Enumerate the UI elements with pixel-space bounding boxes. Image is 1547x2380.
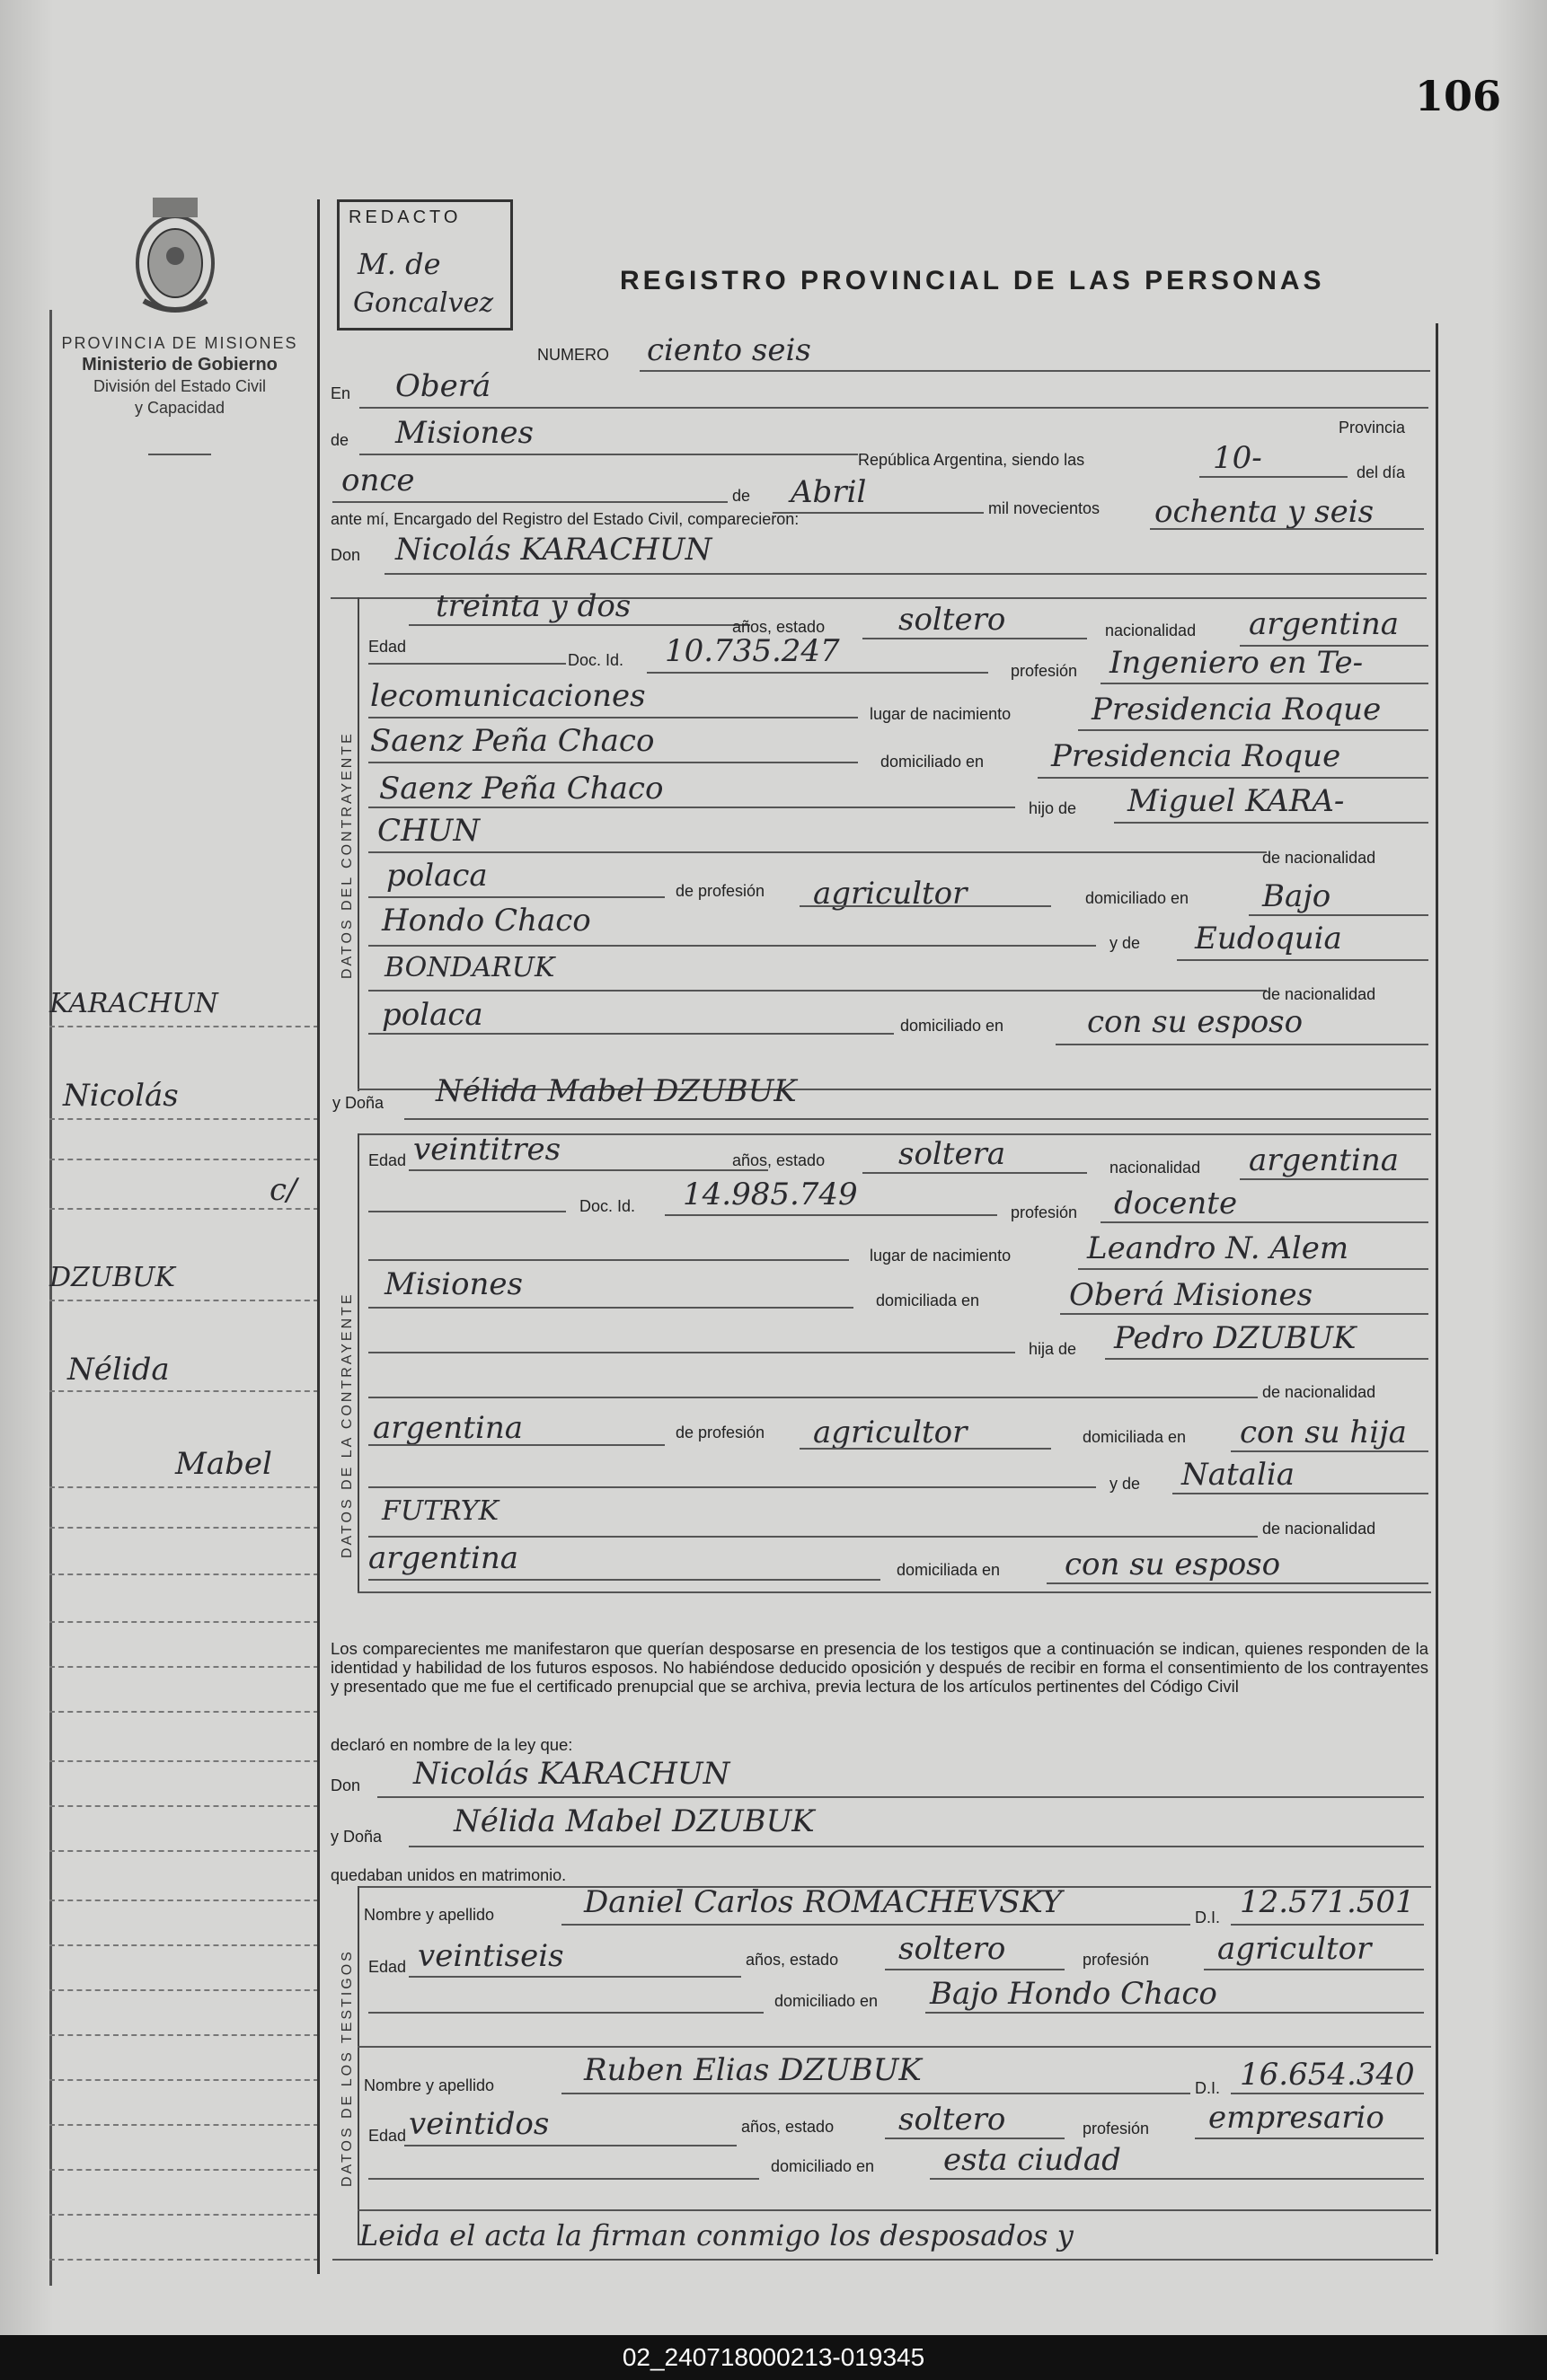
witness-section-label: DATOS DE LOS TESTIGOS [340,1949,355,2187]
bride-father-prof-label: de profesión [676,1424,765,1441]
redacto-name-2: Goncalvez [353,287,494,319]
bride-estado-label: años, estado [732,1151,826,1169]
bride-nacionalidad-label: nacionalidad [1109,1159,1201,1177]
ministry-label: Ministerio de Gobierno [82,355,278,375]
page-title: REGISTRO PROVINCIAL DE LAS PERSONAS [620,266,1325,295]
bride-mother-dom-label: domiciliada en [897,1561,1001,1579]
witness1-di-value: 12.571.501 [1240,1884,1415,1920]
witness2-age-value: veintidos [409,2106,550,2142]
groom-birthplace-cont: Saenz Peña Chaco [370,723,655,759]
bride-father-nat-label: de nacionalidad [1262,1383,1376,1401]
margin-surname-1: KARACHUN [49,988,218,1019]
groom-father-nat-value: polaca [386,858,488,894]
bride-estado-value: soltera [898,1136,1006,1172]
groom-estado-value: soltero [898,602,1006,638]
groom-father-cont: CHUN [377,813,481,849]
witness1-age-label: Edad [368,1958,407,1976]
bride-birthplace-value: Leandro N. Alem [1087,1230,1349,1266]
redacto-box [337,199,513,331]
groom-father-value: Miguel KARA- [1127,783,1345,819]
groom-domicile-value: Presidencia Roque [1051,738,1341,774]
witness1-name-value: Daniel Carlos ROMACHEVSKY [584,1884,1063,1920]
groom-age-value: treinta y dos [436,588,632,624]
groom-doc-value: 10.735.247 [665,633,840,669]
groom-mother-label: y de [1109,934,1141,952]
bride-doc-value: 14.985.749 [683,1177,858,1212]
witness1-domicile-label: domiciliado en [774,1992,879,2010]
bride-domicile-label: domiciliada en [876,1291,980,1309]
bride-father-prof-value: agricultor [813,1415,968,1450]
month-value: Abril [791,474,867,510]
division-label: División del Estado Civil [93,377,267,395]
bride-father-nat-value: argentina [373,1410,524,1446]
groom-father-dom-value: Bajo [1262,878,1331,914]
groom-profession-cont: lecomunicaciones [370,678,646,714]
hour-value: 10- [1213,440,1262,476]
witness1-domicile-value: Bajo Hondo Chaco [930,1976,1217,2012]
witness2-name-value: Ruben Elias DZUBUK [584,2052,922,2088]
groom-estado-label: años, estado [732,618,826,636]
witness2-name-label: Nombre y apellido [364,2076,495,2094]
groom-father-prof-value: agricultor [813,876,968,912]
numero-label: NUMERO [537,346,609,364]
bride-mother-dom-value: con su esposo [1065,1547,1281,1582]
groom-mother-dom-value: con su esposo [1087,1004,1304,1040]
de-label: de [331,431,349,449]
groom-nacionalidad-label: nacionalidad [1105,621,1197,639]
quedaban-label: quedaban unidos en matrimonio. [331,1866,567,1884]
witness1-estado-label: años, estado [746,1951,839,1969]
decl-don-label: Don [331,1776,361,1794]
groom-domicile-label: domiciliado en [880,753,985,771]
del-dia-label: del día [1357,463,1406,481]
image-id-footer: 02_240718000213-019345 [0,2335,1547,2380]
witness2-estado-label: años, estado [741,2118,835,2136]
bride-mother-surname: FUTRYK [382,1495,499,1527]
witness2-profession-label: profesión [1083,2120,1150,2138]
republica-label: República Argentina, siendo las [858,451,1085,469]
margin-name-1: Nicolás [63,1078,179,1114]
groom-profession-value: Ingeniero en Te- [1109,645,1364,681]
declare-label: declaró en nombre de la ley que: [331,1735,573,1754]
en-label: En [331,384,351,402]
page-number: 106 [1415,72,1502,120]
bride-birthplace-label: lugar de nacimiento [870,1247,1012,1265]
bride-father-label: hija de [1029,1340,1077,1358]
groom-mother-nat-label: de nacionalidad [1262,985,1376,1003]
groom-father-label: hijo de [1029,799,1077,817]
witness2-profession-value: empresario [1208,2100,1384,2136]
groom-section-label: DATOS DEL CONTRAYENTE [340,731,355,979]
decl-dona-label: y Doña [331,1828,383,1846]
witness2-age-label: Edad [368,2127,407,2145]
bride-father-dom-value: con su hija [1240,1415,1407,1450]
bride-profession-label: profesión [1011,1203,1078,1221]
bride-mother-nat-label: de nacionalidad [1262,1520,1376,1538]
mil-novecientos-label: mil novecientos [988,499,1101,517]
bride-mother-nat-value: argentina [368,1540,519,1576]
decl-bride-name: Nélida Mabel DZUBUK [454,1803,815,1839]
margin-surname-2: DZUBUK [49,1262,175,1293]
groom-domicile-cont: Saenz Peña Chaco [379,771,664,807]
groom-doc-label: Doc. Id. [568,651,624,669]
province-value: Misiones [395,415,534,451]
bride-profession-value: docente [1114,1186,1238,1221]
witness1-age-value: veintiseis [418,1938,564,1974]
groom-father-nat-label: de nacionalidad [1262,849,1376,867]
groom-father-dom-label: domiciliado en [1085,889,1189,907]
bride-birthplace-cont: Misiones [385,1266,523,1302]
groom-father-dom-cont: Hondo Chaco [382,903,591,939]
groom-mother-dom-label: domiciliado en [900,1017,1004,1035]
witness1-estado-value: soltero [898,1931,1006,1967]
groom-nacionalidad-value: argentina [1249,606,1400,642]
bride-father-value: Pedro DZUBUK [1114,1320,1357,1356]
groom-profession-label: profesión [1011,662,1078,680]
consent-paragraph: Los comparecientes me manifestaron que querían desposarse en presencia de los testigos que a continuación se indican, quienes responden de la identidad y habilidad de los futuros esposos. No habiéndose deducido oposición y después de recibir en forma el consentimiento de los contrayentes y presentado que me fue el certificado prenupcial que se archiva, previa lectura de los artículos pertinentes del Código Civil [331,1639,1428,1696]
city-value: Oberá [395,368,491,404]
witness2-domicile-label: domiciliado en [771,2157,875,2175]
bride-doc-label: Doc. Id. [579,1197,636,1215]
y-dona-label: y Doña [332,1094,385,1112]
bride-nacionalidad-value: argentina [1249,1142,1400,1178]
groom-birthplace-label: lugar de nacimiento [870,705,1012,723]
bride-age-label: Edad [368,1151,407,1169]
province-label: PROVINCIA DE MISIONES [61,334,298,352]
bride-domicile-value: Oberá Misiones [1069,1277,1313,1313]
day-value: once [341,463,415,498]
witness1-di-label: D.I. [1195,1908,1221,1926]
witness2-di-value: 16.654.340 [1240,2057,1415,2093]
ante-mi-label: ante mí, Encargado del Registro del Estado Civil, comparecieron: [331,510,800,528]
groom-birthplace-value: Presidencia Roque [1092,692,1382,727]
redacto-name-1: M. de [358,247,441,281]
bride-mother-value: Natalia [1181,1457,1295,1493]
witness2-estado-value: soltero [898,2102,1006,2138]
witness1-name-label: Nombre y apellido [364,1906,495,1924]
witness2-domicile-value: esta ciudad [943,2142,1121,2178]
year-value: ochenta y seis [1154,494,1375,530]
provincia-label: Provincia [1339,419,1406,436]
witness2-di-label: D.I. [1195,2079,1221,2097]
margin-name-3: Mabel [175,1446,272,1482]
bride-mother-label: y de [1109,1475,1141,1493]
groom-mother-surname: BONDARUK [385,952,555,983]
decl-groom-name: Nicolás KARACHUN [413,1756,730,1792]
don-label: Don [331,546,361,564]
margin-versus: c/ [270,1172,297,1208]
margin-name-2: Nélida [67,1352,170,1388]
groom-age-label: Edad [368,638,407,656]
witness1-profession-label: profesión [1083,1951,1150,1969]
bride-age-value: veintitres [413,1132,561,1168]
bride-section-label: DATOS DE LA CONTRAYENTE [340,1291,355,1558]
bride-name: Nélida Mabel DZUBUK [436,1073,797,1109]
closing-text: Leida el acta la firman conmigo los desposados y [359,2218,1074,2252]
witness1-profession-value: agricultor [1217,1931,1372,1967]
groom-father-prof-label: de profesión [676,882,765,900]
de-mes-label: de [732,487,751,505]
groom-name: Nicolás KARACHUN [395,532,712,568]
groom-mother-nat-value: polaca [382,997,483,1033]
numero-value: ciento seis [647,332,811,368]
coat-of-arms-icon [126,193,225,319]
redacto-label: REDACTO [349,207,462,227]
capacity-label: y Capacidad [134,399,225,417]
bride-father-dom-label: domiciliada en [1083,1428,1187,1446]
groom-mother-value: Eudoquia [1195,921,1342,956]
